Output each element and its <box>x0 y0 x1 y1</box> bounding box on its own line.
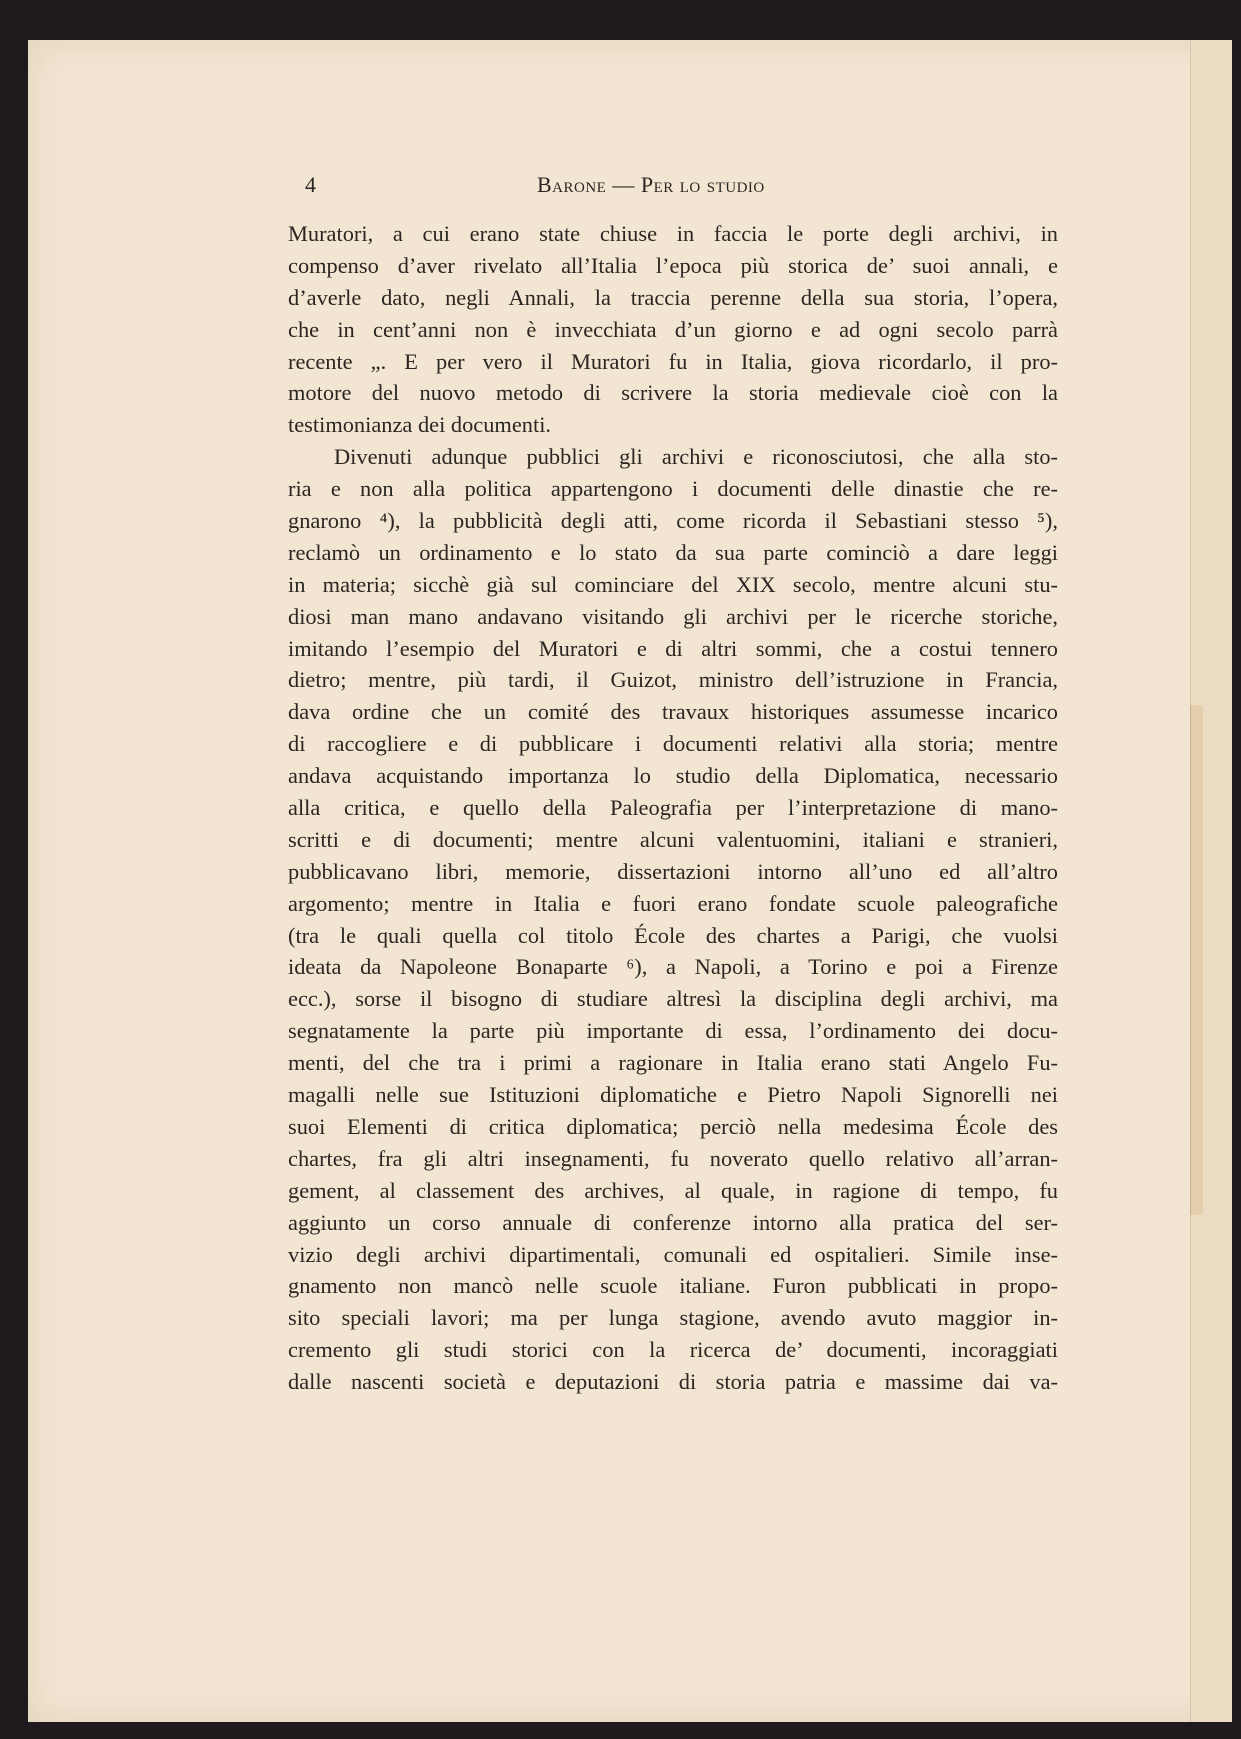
paragraph-1 <box>288 218 1058 441</box>
text-line: reclamò un ordinamento e lo stato da sua parte cominciò a dare leggi <box>288 539 1058 565</box>
text-line: ecc.), sorse il bisogno di studiare altresì la disciplina degli archivi, ma <box>288 986 1058 1012</box>
text-line: recente „. E per vero il Muratori fu in Italia, giova ricordarlo, il pro- <box>288 348 1058 374</box>
text-line: testimonianza dei documenti. <box>288 412 552 438</box>
text-line: suoi Elementi di critica diplomatica; perciò nella medesima École des <box>288 1113 1058 1139</box>
text-line: chartes, fra gli altri insegnamenti, fu noverato quello relativo all’arran- <box>288 1145 1058 1171</box>
text-line: aggiunto un corso annuale di conferenze intorno alla pratica del ser- <box>288 1209 1058 1235</box>
text-line: motore del nuovo metodo di scrivere la storia medievale cioè con la <box>288 380 1058 406</box>
text-line: sito speciali lavori; ma per lunga stagione, avendo avuto maggior in- <box>288 1305 1058 1331</box>
text-line: in materia; sicchè già sul cominciare del XIX secolo, mentre alcuni stu- <box>288 571 1058 597</box>
text-line: gement, al classement des archives, al quale, in ragione di tempo, fu <box>288 1177 1058 1203</box>
text-line: scritti e di documenti; mentre alcuni valentuomini, italiani e stranieri, <box>288 826 1058 852</box>
text-line: d’averle dato, negli Annali, la traccia perenne della sua storia, l’opera, <box>288 284 1058 310</box>
text-line: compenso d’aver rivelato all’Italia l’epoca più storica de’ suoi annali, e <box>288 252 1058 278</box>
text-line: segnatamente la parte più importante di essa, l’ordinamento dei docu- <box>288 1018 1058 1044</box>
text-line: dava ordine che un comité des travaux historiques assumesse incarico <box>288 699 1058 725</box>
text-line: menti, del che tra i primi a ragionare in Italia erano stati Angelo Fu- <box>288 1050 1058 1076</box>
text-line: gnamento non mancò nelle scuole italiane. Furon pubblicati in propo- <box>288 1273 1058 1299</box>
text-line: dalle nascenti società e deputazioni di storia patria e massime dai va- <box>288 1369 1058 1395</box>
text-line: andava acquistando importanza lo studio della Diplomatica, necessario <box>288 763 1058 789</box>
text-line: di raccogliere e di pubblicare i documenti relativi alla storia; mentre <box>288 731 1058 757</box>
text-line: diosi man mano andavano visitando gli archivi per le ricerche storiche, <box>288 603 1058 629</box>
text-line: che in cent’anni non è invecchiata d’un giorno e ad ogni secolo parrà <box>288 316 1058 342</box>
text-line: argomento; mentre in Italia e fuori erano fondate scuole paleografiche <box>288 890 1058 916</box>
text-line: vizio degli archivi dipartimentali, comunali ed ospitalieri. Simile inse- <box>288 1241 1058 1267</box>
binding-strip <box>1190 705 1203 1215</box>
text-line: pubblicavano libri, memorie, dissertazioni intorno all’uno ed all’altro <box>288 858 1058 884</box>
text-line: ideata da Napoleone Bonaparte ⁶), a Napoli, a Torino e poi a Firenze <box>288 954 1058 980</box>
page-number: 4 <box>305 172 316 197</box>
paragraph-2 <box>288 441 1058 1398</box>
text-line: cremento gli studi storici con la ricerca de’ documenti, incoraggiati <box>288 1337 1058 1363</box>
text-line: dietro; mentre, più tardi, il Guizot, ministro dell’istruzione in Francia, <box>288 667 1058 693</box>
text-line: (tra le quali quella col titolo École des chartes a Parigi, che vuolsi <box>288 922 1058 948</box>
text-line: ria e non alla politica appartengono i documenti delle dinastie che re- <box>288 476 1058 502</box>
text-line: imitando l’esempio del Muratori e di altri sommi, che a costui tennero <box>288 635 1058 661</box>
text-line: magalli nelle sue Istituzioni diplomatiche e Pietro Napoli Signorelli nei <box>288 1082 1058 1108</box>
text-line: alla critica, e quello della Paleografia per l’interpretazione di mano- <box>288 795 1058 821</box>
page-header <box>305 172 905 202</box>
body-text <box>288 218 1058 1398</box>
text-line: gnarono ⁴), la pubblicità degli atti, come ricorda il Sebastiani stesso ⁵), <box>288 508 1058 534</box>
text-line: Divenuti adunque pubblici gli archivi e riconosciutosi, che alla sto- <box>334 444 1058 470</box>
text-line: Muratori, a cui erano state chiuse in faccia le porte degli archivi, in <box>288 221 1058 246</box>
running-head: Barone — Per lo studio <box>537 172 765 197</box>
